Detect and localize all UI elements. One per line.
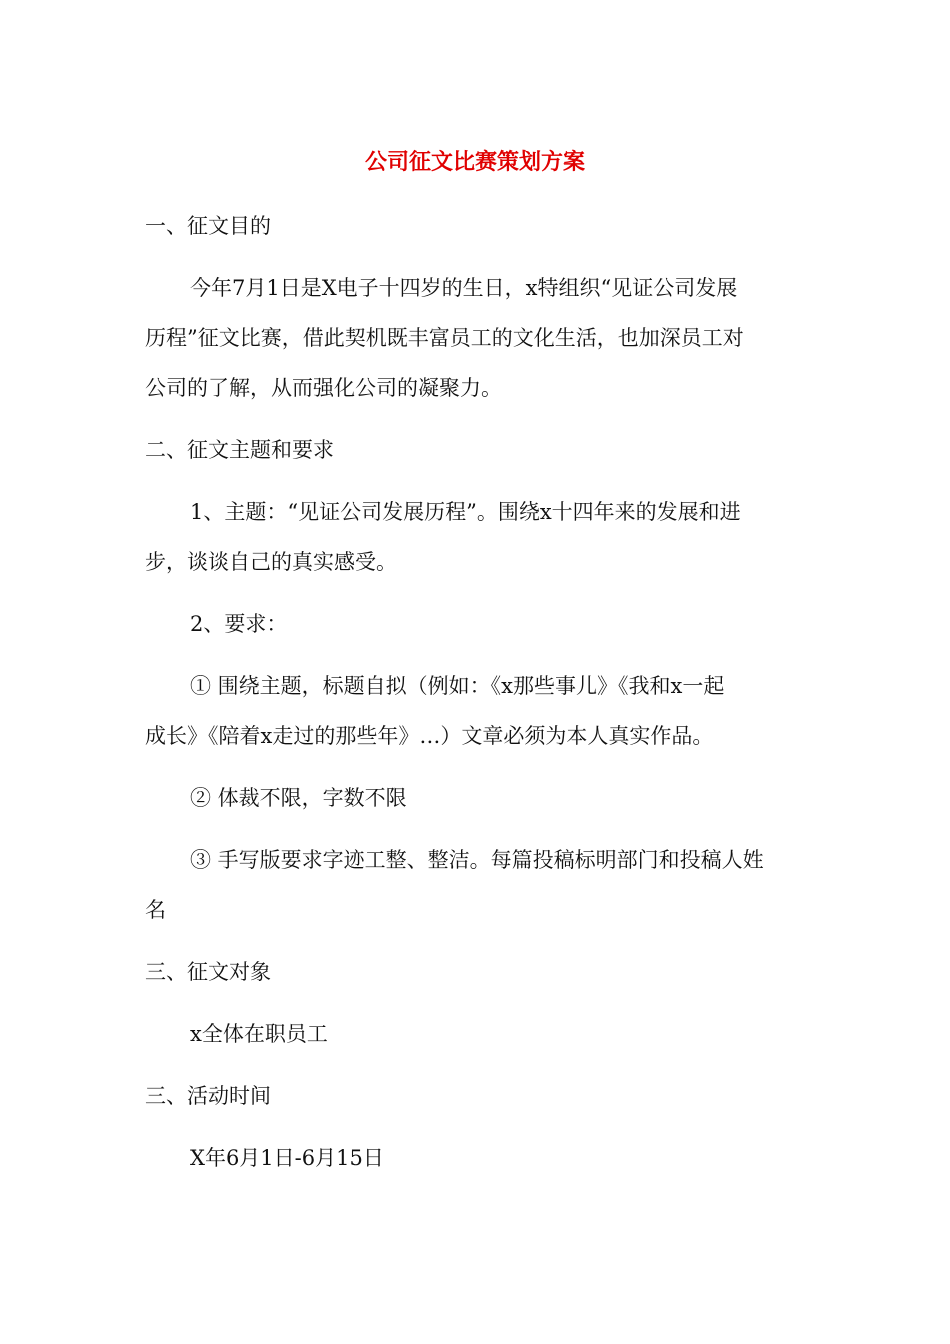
section-heading-schedule: 三、活动时间: [145, 1084, 271, 1108]
purpose-paragraph-line-3: 公司的了解，从而强化公司的凝聚力。: [145, 376, 502, 400]
requirements-label: 2、要求：: [190, 612, 288, 636]
document-title: 公司征文比赛策划方案: [364, 150, 585, 175]
requirement-3-line-2: 名: [145, 898, 166, 922]
theme-line-2: 步，谈谈自己的真实感受。: [145, 550, 397, 574]
requirement-1-line-1: ① 围绕主题，标题自拟（例如：《x那些事儿》《我和x一起: [190, 674, 725, 698]
purpose-paragraph-line-1: 今年7月1日是X电子十四岁的生日，x特组织“见证公司发展: [190, 276, 738, 300]
requirement-2: ② 体裁不限，字数不限: [190, 786, 407, 810]
audience-text: x全体在职员工: [190, 1022, 328, 1046]
requirement-1-line-2: 成长》《陪着x走过的那些年》…）文章必须为本人真实作品。: [145, 724, 714, 748]
purpose-paragraph-line-2: 历程”征文比赛，借此契机既丰富员工的文化生活，也加深员工对: [145, 326, 744, 350]
theme-line-1: 1、主题：“见证公司发展历程”。围绕x十四年来的发展和进: [190, 500, 741, 524]
section-heading-purpose: 一、征文目的: [145, 214, 271, 238]
section-heading-audience: 三、征文对象: [145, 960, 271, 984]
schedule-text: X年6月1日-6月15日: [190, 1146, 384, 1170]
section-heading-theme-requirements: 二、征文主题和要求: [145, 438, 334, 462]
requirement-3-line-1: ③ 手写版要求字迹工整、整洁。每篇投稿标明部门和投稿人姓: [190, 848, 764, 872]
